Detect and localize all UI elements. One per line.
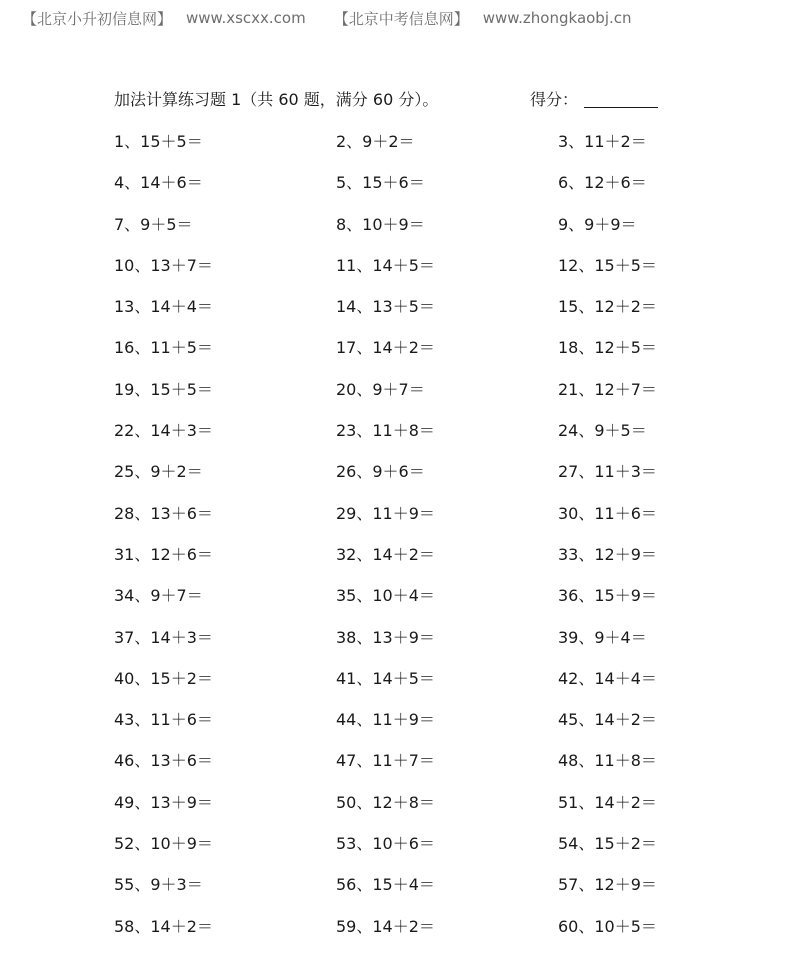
site-header — [22, 7, 660, 29]
worksheet-title: 加法计算练习题 1（共 60 题，满分 60 分）。 — [114, 90, 439, 109]
site2-url[interactable]: www.zhongkaobj.cn — [482, 9, 632, 27]
problem-item: 10、13＋7＝ — [114, 255, 213, 275]
problem-item: 35、10＋4＝ — [336, 586, 435, 606]
problem-item: 12、15＋5＝ — [558, 255, 657, 275]
problem-item: 32、14＋2＝ — [336, 544, 435, 564]
worksheet-title-row — [114, 87, 674, 113]
problem-item: 19、15＋5＝ — [114, 379, 213, 399]
problem-item: 3、11＋2＝ — [558, 132, 647, 151]
problem-item: 53、10＋6＝ — [336, 834, 435, 854]
problem-item: 6、12＋6＝ — [558, 173, 647, 193]
problem-item: 28、13＋6＝ — [114, 503, 213, 523]
score-label: 得分： — [530, 90, 579, 109]
problem-item: 54、15＋2＝ — [558, 834, 657, 854]
site1-url[interactable]: www.xscxx.com — [186, 9, 306, 27]
score-area — [530, 87, 658, 110]
problem-item: 23、11＋8＝ — [336, 421, 435, 441]
problem-item: 42、14＋4＝ — [558, 668, 657, 688]
problem-item: 7、9＋5＝ — [114, 214, 193, 234]
problem-item: 20、9＋7＝ — [336, 379, 425, 399]
problem-item: 43、11＋6＝ — [114, 710, 213, 730]
problem-item: 45、14＋2＝ — [558, 710, 657, 730]
problem-item: 40、15＋2＝ — [114, 668, 213, 688]
problem-item: 30、11＋6＝ — [558, 503, 657, 523]
problem-item: 44、11＋9＝ — [336, 710, 435, 730]
problem-item: 4、14＋6＝ — [114, 173, 203, 193]
problem-item: 46、13＋6＝ — [114, 751, 213, 771]
problem-item: 58、14＋2＝ — [114, 916, 213, 936]
problem-item: 57、12＋9＝ — [558, 875, 657, 895]
problem-item: 50、12＋8＝ — [336, 792, 435, 812]
problem-item: 13、14＋4＝ — [114, 297, 213, 317]
problem-item: 29、11＋9＝ — [336, 503, 435, 523]
site2-name: 【北京中考信息网】 — [333, 9, 469, 28]
problem-item: 56、15＋4＝ — [336, 875, 435, 895]
problem-item: 8、10＋9＝ — [336, 214, 425, 234]
problem-item: 16、11＋5＝ — [114, 338, 213, 358]
problem-item: 48、11＋8＝ — [558, 751, 657, 771]
problem-item: 34、9＋7＝ — [114, 586, 203, 606]
score-blank — [584, 87, 658, 108]
problem-item: 11、14＋5＝ — [336, 255, 435, 275]
problem-item: 49、13＋9＝ — [114, 792, 213, 812]
problem-item: 37、14＋3＝ — [114, 627, 213, 647]
problem-item: 55、9＋3＝ — [114, 875, 203, 895]
problem-item: 24、9＋5＝ — [558, 421, 647, 441]
problem-item: 22、14＋3＝ — [114, 421, 213, 441]
problem-item: 31、12＋6＝ — [114, 544, 213, 564]
problem-item: 17、14＋2＝ — [336, 338, 435, 358]
problem-item: 18、12＋5＝ — [558, 338, 657, 358]
problem-item: 25、9＋2＝ — [114, 462, 203, 482]
problem-item: 36、15＋9＝ — [558, 586, 657, 606]
problem-item: 41、14＋5＝ — [336, 668, 435, 688]
problem-item: 21、12＋7＝ — [558, 379, 657, 399]
problem-item: 27、11＋3＝ — [558, 462, 657, 482]
problem-item: 47、11＋7＝ — [336, 751, 435, 771]
problem-item: 9、9＋9＝ — [558, 214, 637, 234]
problem-item: 60、10＋5＝ — [558, 916, 657, 936]
problem-item: 5、15＋6＝ — [336, 173, 425, 193]
problem-item: 2、9＋2＝ — [336, 132, 415, 151]
problem-item: 26、9＋6＝ — [336, 462, 425, 482]
problem-item: 15、12＋2＝ — [558, 297, 657, 317]
problem-item: 52、10＋9＝ — [114, 834, 213, 854]
problem-item: 59、14＋2＝ — [336, 916, 435, 936]
problem-item: 39、9＋4＝ — [558, 627, 647, 647]
site1-name: 【北京小升初信息网】 — [22, 9, 173, 28]
problem-item: 14、13＋5＝ — [336, 297, 435, 317]
problem-item: 51、14＋2＝ — [558, 792, 657, 812]
problem-grid — [114, 131, 674, 957]
problem-item: 33、12＋9＝ — [558, 544, 657, 564]
problem-item: 38、13＋9＝ — [336, 627, 435, 647]
problem-item: 1、15＋5＝ — [114, 132, 203, 151]
